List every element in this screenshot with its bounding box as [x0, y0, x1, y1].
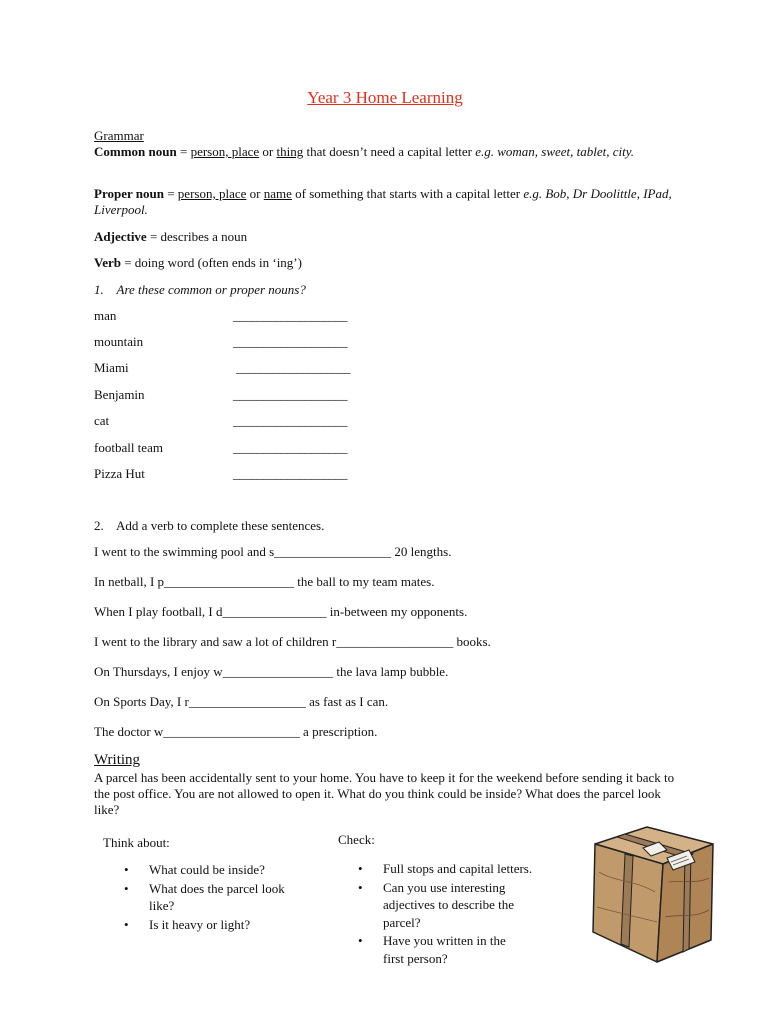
adjective-def: = describes a noun — [146, 229, 248, 244]
q1-answer-blank[interactable]: ___________________ — [236, 360, 350, 375]
think-item: • What does the parcel look like? — [94, 880, 299, 915]
grammar-heading: Grammar — [94, 128, 144, 143]
think-item: • Is it heavy or light? — [94, 916, 299, 934]
q1-item: Benjamin — [94, 387, 145, 402]
check-item: • Have you written in the first person? — [328, 932, 528, 967]
think-about-list — [94, 861, 324, 934]
check-heading: Check: — [338, 832, 375, 847]
q1-item: Pizza Hut — [94, 466, 145, 481]
think-about-heading: Think about: — [103, 835, 170, 850]
q1-answer-blank[interactable]: ___________________ — [233, 334, 347, 349]
proper-rest: of something that starts with a capital letter — [291, 186, 524, 201]
q1-answer-blank[interactable]: ___________________ — [233, 308, 347, 323]
proper-noun-term: Proper noun — [94, 186, 164, 201]
check-item: • Full stops and capital letters. — [328, 860, 553, 878]
q2-prompt: 2. Add a verb to complete these sentences. — [94, 518, 325, 533]
q1-answer-blank[interactable]: ___________________ — [233, 466, 347, 481]
q1-answer-blank[interactable]: ___________________ — [233, 413, 347, 428]
q1-item: football team — [94, 440, 163, 455]
proper-noun-definition — [94, 186, 674, 218]
q1-item: Miami — [94, 360, 129, 375]
common-noun-term: Common noun — [94, 144, 177, 159]
adjective-term: Adjective — [94, 229, 147, 244]
verb-def: = doing word (often ends in ‘ing’) — [120, 255, 302, 270]
q2-sentence[interactable]: When I play football, I d________________ in-between my opponents. — [94, 604, 468, 619]
q1-prompt: 1. Are these common or proper nouns? — [94, 282, 306, 297]
q1-answer-blank[interactable]: ___________________ — [233, 387, 347, 402]
person-place: person, place — [177, 186, 247, 201]
q2-sentence[interactable]: I went to the library and saw a lot of children r__________________ books. — [94, 634, 491, 649]
q1-item: mountain — [94, 334, 144, 349]
writing-heading: Writing — [94, 752, 141, 768]
q2-sentence[interactable]: I went to the swimming pool and s__________________ 20 lengths. — [94, 544, 452, 559]
parcel-illustration-icon — [585, 822, 725, 972]
common-rest: that doesn’t need a capital letter — [303, 144, 476, 159]
page-title: Year 3 Home Learning — [307, 88, 463, 107]
proper-examples: e.g. Bob, Dr Doolittle, IPad, Liverpool. — [94, 186, 672, 217]
q2-sentence[interactable]: In netball, I p____________________ the ball to my team mates. — [94, 574, 435, 589]
person-place: person, place — [190, 144, 260, 159]
q2-sentence[interactable]: The doctor w_____________________ a prescription. — [94, 724, 378, 739]
check-list — [328, 860, 558, 968]
q1-item: cat — [94, 413, 110, 428]
or-text: or — [246, 186, 264, 201]
or-text: or — [259, 144, 277, 159]
adjective-definition — [94, 229, 247, 245]
q1-answer-blank[interactable]: ___________________ — [233, 440, 347, 455]
equals: = — [163, 186, 178, 201]
common-examples: e.g. woman, sweet, tablet, city. — [475, 144, 635, 159]
check-item: • Can you use interesting adjectives to describe the parcel? — [328, 879, 528, 932]
common-noun-definition — [94, 144, 674, 160]
q2-sentence[interactable]: On Thursdays, I enjoy w_________________ the lava lamp bubble. — [94, 664, 449, 679]
thing-text: thing — [276, 144, 304, 159]
verb-term: Verb — [94, 255, 121, 270]
equals: = — [176, 144, 191, 159]
q2-sentence[interactable]: On Sports Day, I r__________________ as fast as I can. — [94, 694, 389, 709]
writing-intro: A parcel has been accidentally sent to your home. You have to keep it for the weekend before sending it back to the post office. You are not allowed to open it. What do you think could be inside? What does the parcel look like? — [94, 770, 675, 817]
q1-item: man — [94, 308, 117, 323]
think-item: • What could be inside? — [94, 861, 299, 879]
name-text: name — [263, 186, 292, 201]
verb-definition — [94, 255, 302, 271]
